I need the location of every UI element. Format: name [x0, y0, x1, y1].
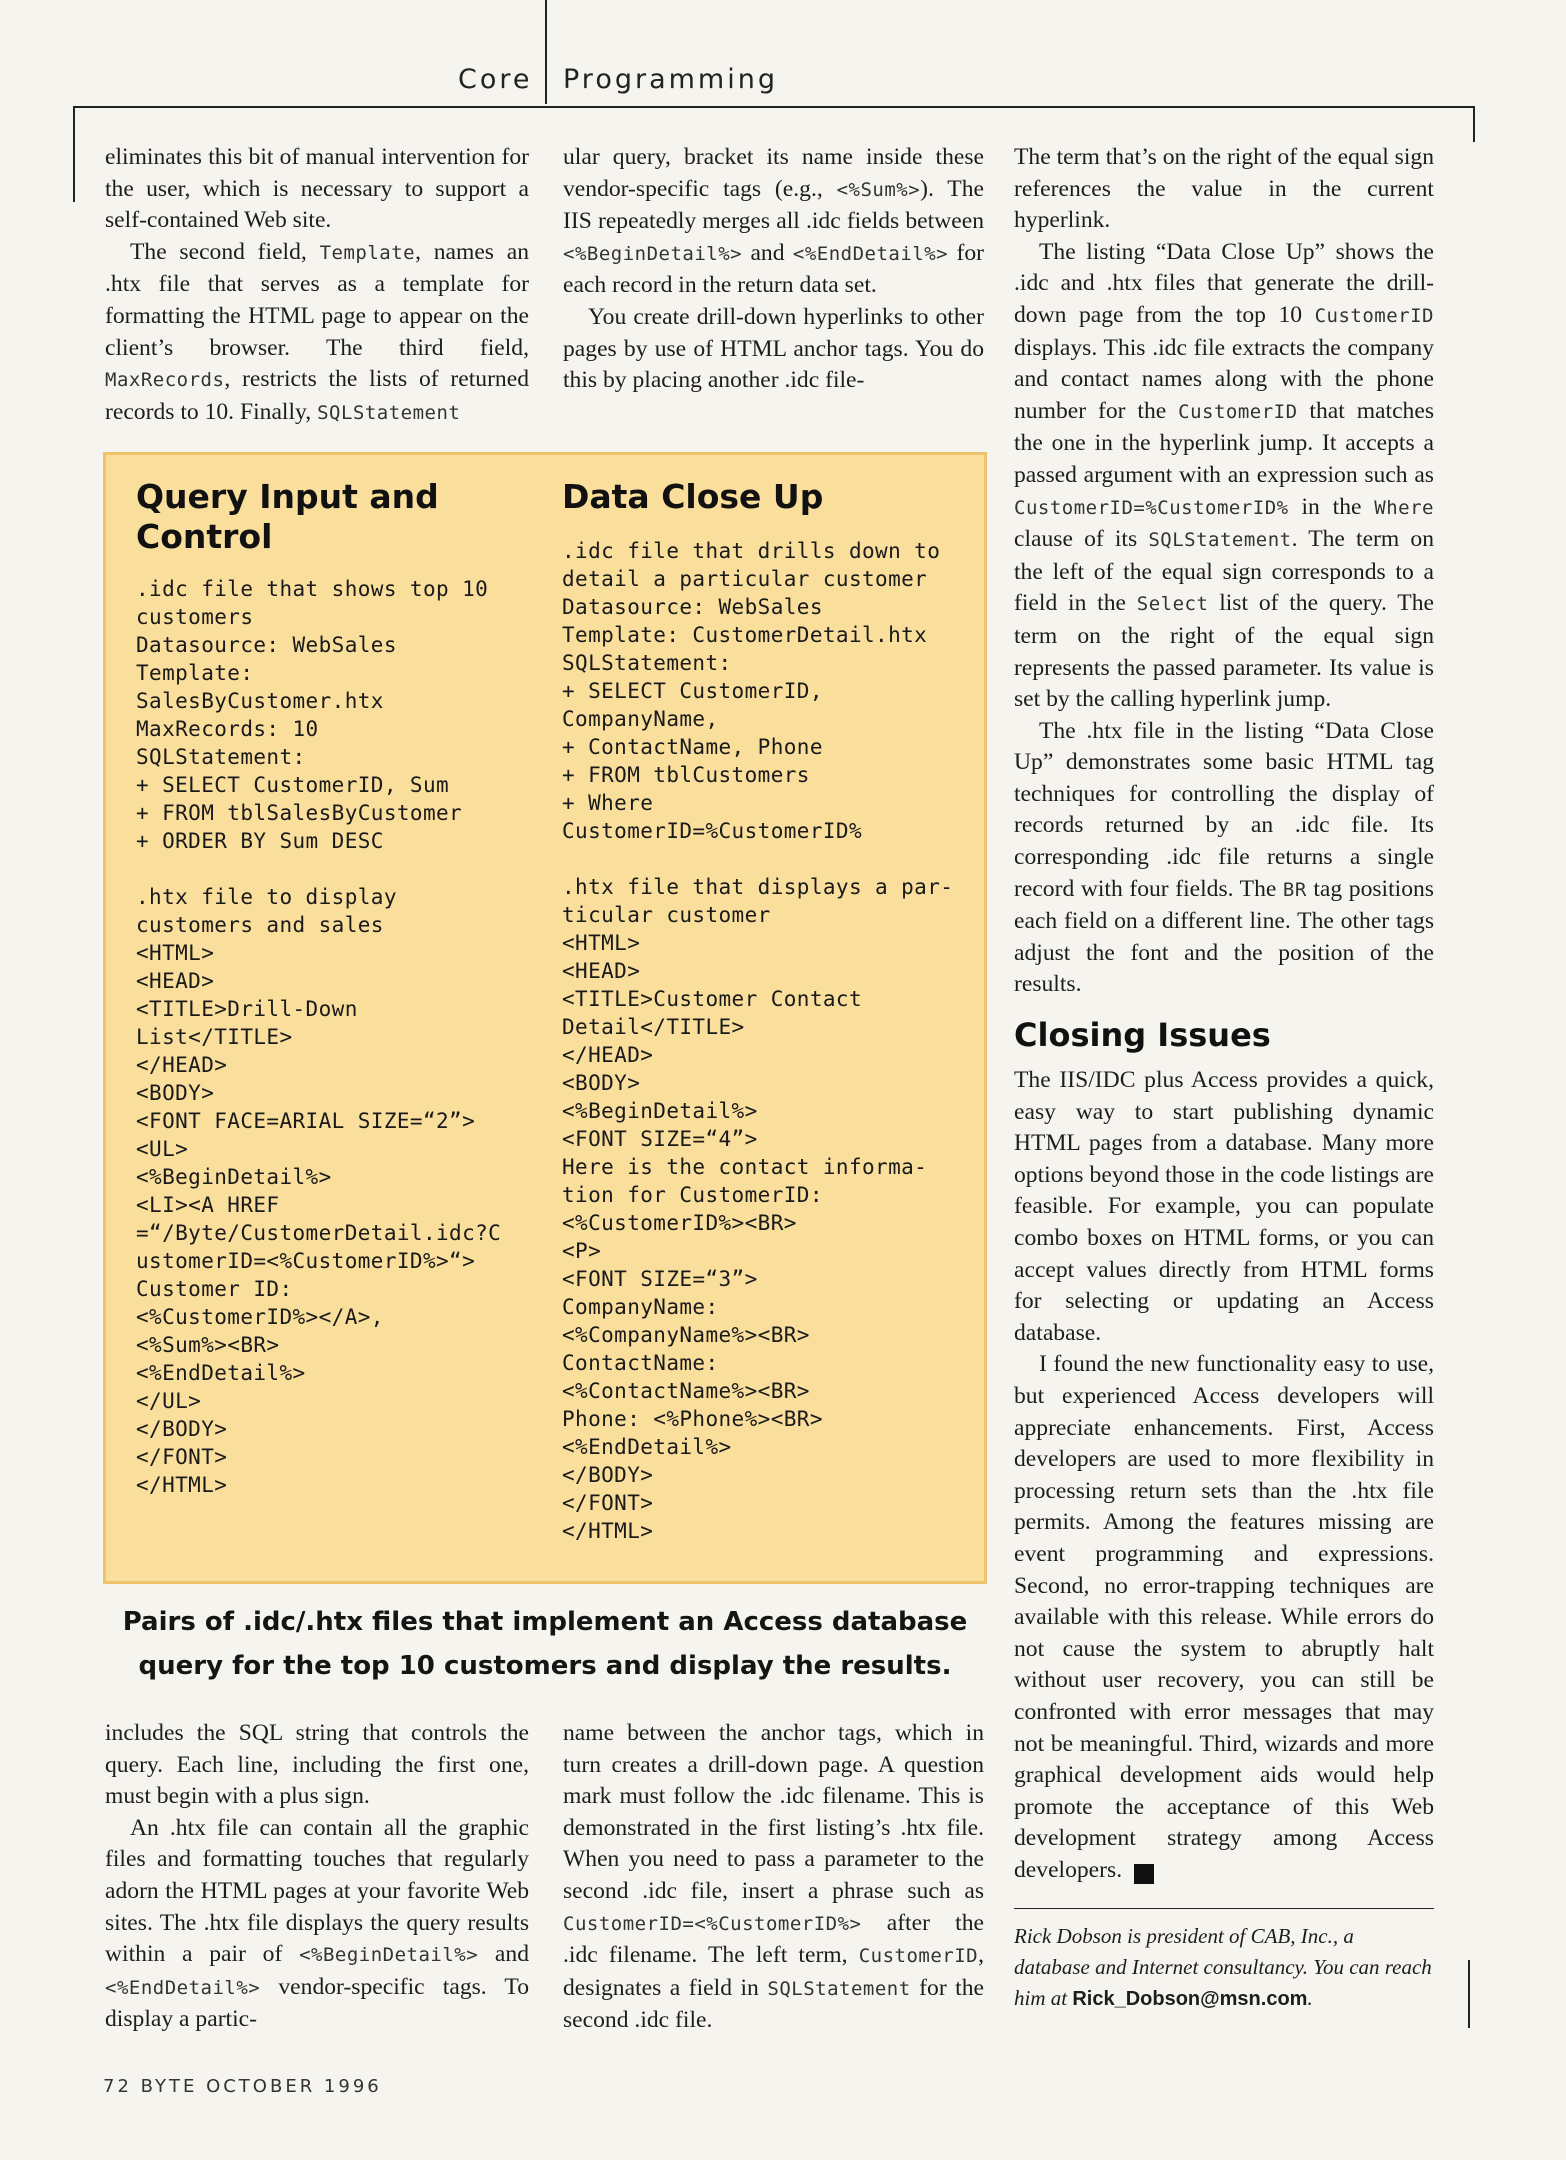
- code-term: Select: [1136, 593, 1209, 616]
- code-term: Where: [1374, 496, 1434, 519]
- code-listing-query-input: .idc file that shows top 10 customers Datasource: WebSales Template: SalesByCustomer.htx MaxRecords: 10 SQLStatement: + SELECT CustomerID, Sum + FROM tblSalesByCustomer + ORDER BY Sum DESC .htx file to display customers and sales <HTML> <HEAD> <TITLE>Drill-Down List</TITLE> </HEAD> <BODY> <FONT FACE=ARIAL SIZE=“2”> <UL> <%BeginDetail%> <LI><A HREF =“/Byte/CustomerDetail.idc?C ustomerID=<%CustomerID%>“> Customer ID: <%CustomerID%></A>, <%Sum%><BR> <%EndDetail%> </UL> </BODY> </FONT> </HTML>: [136, 577, 502, 1497]
- top-column-1: [105, 142, 529, 429]
- code-listing-sidebar: [103, 452, 987, 1584]
- running-header-section: Core: [458, 64, 533, 95]
- code-term: CustomerID: [858, 1945, 979, 1968]
- code-term: Template: [319, 241, 416, 264]
- code-term: SQLStatement: [1148, 529, 1292, 552]
- code-term: <%BeginDetail%>: [299, 1944, 479, 1967]
- end-of-article-mark: B: [1134, 1864, 1154, 1884]
- code-term: BR: [1282, 878, 1307, 901]
- code-term: CustomerID: [1178, 400, 1298, 423]
- author-email[interactable]: Rick_Dobson@msn.com: [1072, 1988, 1308, 2011]
- header-rule: [73, 106, 1475, 108]
- page-footer: 72 BYTE OCTOBER 1996: [103, 2076, 382, 2097]
- paragraph: ular query, bracket its name inside these vendor-specific tags (e.g., <%Sum%>). The IIS repeatedly merges all .idc fields between <%BeginDetail%> and <%EndDetail%> for each record in the return data set.: [563, 144, 984, 299]
- listing-title-query-input: Query Input and Control: [136, 477, 439, 556]
- paragraph: includes the SQL string that controls the query. Each line, including the first one, must begin with a plus sign.: [105, 1720, 529, 1810]
- code-term: <%BeginDetail%>: [563, 242, 743, 265]
- code-term: CustomerID: [1314, 304, 1434, 327]
- code-term: <%Sum%>: [836, 178, 921, 201]
- code-term: CustomerID=<%CustomerID%>: [563, 1912, 862, 1935]
- header-rule-right-tick: [1473, 106, 1475, 142]
- paragraph: The .htx file in the listing “Data Close Up” demonstrates some basic HTML tag techniques for controlling the display of records returned by an .idc file. Its corresponding .idc file returns a single record with four fields. The BR tag positions each field on a different line. The other tags adjust the font and the position of the results.: [1014, 717, 1434, 998]
- right-column-end-rule: [1468, 1960, 1470, 2028]
- code-term: SQLStatement: [317, 401, 461, 424]
- paragraph: The term that’s on the right of the equal sign references the value in the current hyperlink.: [1014, 144, 1434, 234]
- section-heading: Closing Issues: [1014, 1016, 1271, 1055]
- code-term: <%EndDetail%>: [105, 1976, 261, 1999]
- paragraph: The listing “Data Close Up” shows the .idc and .htx files that generate the drill-down page from the top 10 CustomerID displays. This .idc file extracts the company and contact names along with the phone number for the CustomerID that matches the one in the hyperlink jump. It accepts a passed argument with an expression such as CustomerID=%CustomerID% in the Where clause of its SQLStatement. The term on the left of the equal sign corresponds to a field in the Select list of the query. The term on the right of the equal sign represents the passed parameter. Its value is set by the calling hyperlink jump.: [1014, 238, 1434, 713]
- bottom-column-2: [563, 1718, 984, 2037]
- paragraph: I found the new functionality easy to use, but experienced Access developers will appreciate enhancements. First, Access developers are used to more flexibility in processing return sets than the .htx file permits. Among the features missing are event programming and expressions. Second, no error-trapping techniques are available with this release. While errors do not cause the system to abruptly halt without user recovery, you can still be confronted with error messages that may not be meaningful. Third, wizards and more graphical development aids would help promote the acceptance of this Web development strategy among Access developers. B: [1014, 1351, 1434, 1883]
- header-divider-vertical: [545, 0, 547, 104]
- bio-divider: [1014, 1908, 1434, 1909]
- paragraph: The second field, Template, names an .htx file that serves as a template for formatting the HTML page to appear on the client’s browser. The third field, MaxRecords, restricts the lists of returned records to 10. Finally, SQLStatement: [105, 238, 529, 425]
- right-column: [1014, 142, 1434, 2015]
- header-rule-left-tick: [73, 106, 75, 202]
- code-term: SQLStatement: [767, 1977, 911, 2000]
- bottom-column-1: [105, 1718, 529, 2036]
- paragraph: name between the anchor tags, which in turn creates a drill-down page. A question mark must follow the .idc filename. This is demonstrated in the first listing’s .htx file. When you need to pass a parameter to the second .idc file, insert a phrase such as CustomerID=<%CustomerID%> after the .idc filename. The left term, CustomerID, designates a field in SQLStatement for the second .idc file.: [563, 1720, 985, 2034]
- author-bio: Rick Dobson is president of CAB, Inc., a database and Internet consultancy. You can reach him at Rick_Dobson@msn.com.: [1014, 1924, 1432, 2011]
- code-term: <%EndDetail%>: [792, 242, 949, 265]
- top-column-2: [563, 142, 984, 397]
- paragraph: An .htx file can contain all the graphic files and formatting touches that regularly adorn the HTML pages at your favorite Web sites. The .htx file displays the query results within a pair of <%BeginDetail%> and <%EndDetail%> vendor-specific tags. To display a partic-: [105, 1814, 529, 2033]
- code-listing-data-close-up: .idc file that drills down to detail a particular customer Datasource: WebSales Template: CustomerDetail.htx SQLStatement: + SELECT CustomerID, CompanyName, + ContactName, Phone + FROM tblCustomers + Where CustomerID=%CustomerID% .htx file that displays a par- ticular customer <HTML> <HEAD> <TITLE>Customer Contact Detail</TITLE> </HEAD> <BODY> <%BeginDetail%> <FONT SIZE=“4”> Here is the contact informa- tion for CustomerID: <%CustomerID%><BR> <P> <FONT SIZE=“3”> CompanyName: <%CompanyName%><BR> ContactName: <%ContactName%><BR> Phone: <%Phone%><BR> <%EndDetail%> </BODY> </FONT> </HTML>: [562, 539, 954, 1543]
- code-term: MaxRecords: [105, 369, 225, 392]
- paragraph: The IIS/IDC plus Access provides a quick, easy way to start publishing dynamic HTML pages from a database. Many more options beyond those in the code listings are feasible. For example, you can populate combo boxes on HTML forms, or you can accept values directly from HTML forms for selecting or updating an Access database.: [1014, 1067, 1434, 1346]
- figure-caption: Pairs of .idc/.htx files that implement an Access database query for the top 10 customers and display the results.: [122, 1607, 968, 1681]
- code-term: CustomerID=%CustomerID%: [1014, 496, 1289, 519]
- listing-title-data-close-up: Data Close Up: [562, 477, 824, 516]
- paragraph: You create drill-down hyperlinks to other pages by use of HTML anchor tags. You do this by placing another .idc file-: [563, 303, 984, 394]
- paragraph: eliminates this bit of manual intervention for the user, which is necessary to support a self-contained Web site.: [105, 144, 529, 234]
- running-header-title: Programming: [563, 64, 778, 95]
